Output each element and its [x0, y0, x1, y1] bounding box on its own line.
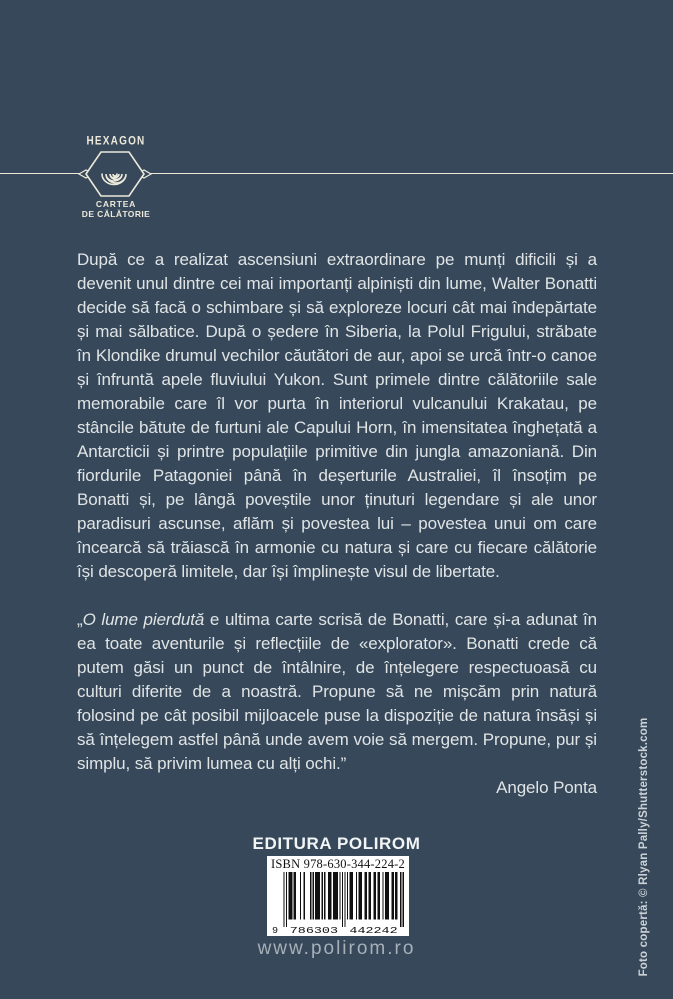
book-title-italic: O lume pierdută — [82, 610, 205, 629]
back-cover-text — [77, 248, 597, 800]
barcode-digits-right: 442242 — [349, 925, 398, 934]
barcode-bar — [328, 872, 332, 920]
quote-attribution: Angelo Ponta — [496, 778, 597, 797]
barcode-bar — [315, 872, 320, 920]
barcode-bar — [313, 872, 314, 920]
hexagon-spiral-icon — [78, 149, 152, 199]
barcode-bar — [289, 872, 293, 920]
barcode-bar — [310, 872, 311, 920]
barcode-bar — [339, 872, 340, 920]
barcode-digits-left: 786303 — [289, 925, 339, 934]
barcode-bar — [294, 872, 297, 920]
quote-text: e ultima carte scrisă de Bonatti, care și-a adunat în ea toate aventurile și reflecțiile de «explorator». Bonatti crede că putem găsi un punct de întâlnire, de înțelegere respectuoasă cu culturi diferite de a noastră. Propune să ne mișcăm prin natură folosind pe cât posibil mijloacele puse la dispoziție de natura însăși și să înțelegem astfel până unde avem voie să mergem. Propune, pur și simplu, să privim lumea cu alți ochi.” — [77, 610, 598, 773]
barcode-bar — [322, 872, 323, 920]
series-logo-subtitle-line1: CARTEA — [95, 199, 137, 209]
barcode-bar — [324, 872, 325, 920]
barcode-bar — [400, 872, 401, 927]
barcode-digit-lead: 9 — [272, 925, 279, 934]
barcode-bar — [391, 872, 394, 920]
barcode-bar — [374, 872, 377, 920]
hexagon-outline — [86, 152, 144, 196]
barcode-bar — [385, 872, 389, 920]
barcode-bar — [382, 872, 383, 920]
barcode-bar — [356, 872, 357, 920]
isbn-number: ISBN 978-630-344-224-2 — [271, 857, 405, 871]
series-logo-name: HEXAGON — [86, 135, 146, 148]
barcode-bar — [283, 872, 284, 927]
barcode-bar — [358, 872, 362, 920]
photo-credit: Foto copertă: © Rlyan Pally/Shutterstock.com — [638, 717, 650, 977]
barcode-bar — [342, 872, 343, 927]
description-paragraph: După ce a realizat ascensiuni extraordinare pe munți dificili și a devenit unul dintre cei mai importanți alpiniști din lume, Walter Bonatti decide să facă o schimbare și să exploreze locuri cât mai îndepărtate și mai sălbatice. După o ședere în Siberia, la Polul Frigului, străbate în Klondike drumul vechilor căutători de aur, apoi se urcă într-o canoe și înfruntă apele fluviului Yukon. Sunt primele dintre călătoriile sale memorabile care îl vor purta în interiorul vulcanului Krakatau, pe stâncile bătute de furtuni ale Capului Horn, în imensitatea înghețată a Antarcticii și printre populațiile primitive din jungla amazoniană. Din fiordurile Patagoniei până în deșerturile Australiei, îl însoțim pe Bonatti și, pe lângă poveștile unor ținuturi legendare și ale unor paradisuri ascunse, aflăm și povestea lui – povestea unui om care încearcă să trăiască în armonie cu natura și care cu fiecare călătorie își descoperă limitele, dar își împlinește visul de libertate. — [77, 250, 597, 581]
barcode-bar — [377, 872, 380, 920]
barcode-bar — [333, 872, 338, 920]
quote-open-mark: „ — [77, 610, 83, 629]
barcode-bar — [395, 872, 398, 920]
barcode-bar — [304, 872, 305, 920]
review-quote — [77, 608, 597, 776]
barcode-bar — [403, 872, 404, 927]
barcode-bar — [344, 872, 345, 927]
isbn-barcode-box — [267, 856, 409, 936]
barcode-bar — [368, 872, 371, 920]
barcode-bar — [286, 872, 287, 927]
barcode-bar — [349, 872, 353, 920]
barcode-bar — [300, 872, 301, 920]
barcode-bar — [347, 872, 348, 920]
barcode-bar — [365, 872, 368, 920]
publisher-name: EDITURA POLIROM — [252, 834, 421, 853]
barcode-svg — [272, 872, 404, 934]
publisher-website: www.polirom.ro — [257, 938, 416, 959]
series-logo-subtitle-line2: DE CĂLĂTORIE — [81, 209, 151, 219]
